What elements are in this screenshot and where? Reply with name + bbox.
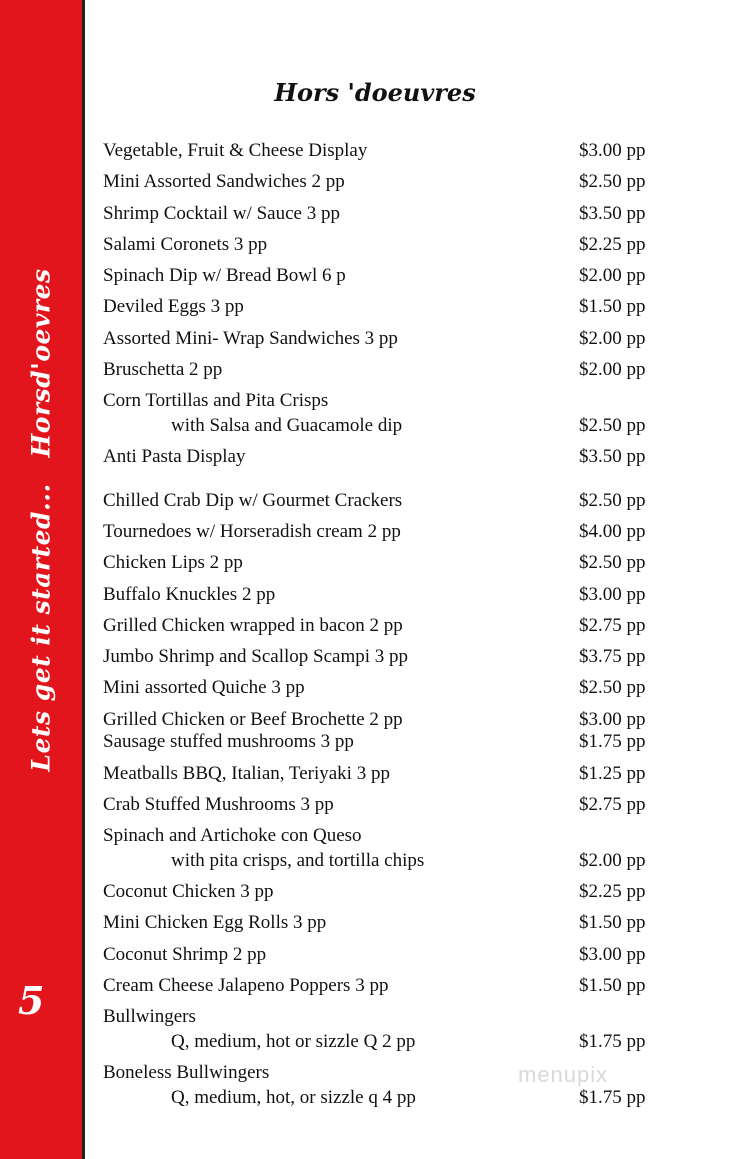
item-price: $1.50 pp bbox=[579, 912, 646, 934]
red-sidebar bbox=[0, 0, 82, 1159]
item-price: $3.00 pp bbox=[579, 583, 646, 605]
menu-item bbox=[103, 168, 663, 199]
item-name: Deviled Eggs 3 pp bbox=[103, 296, 244, 318]
item-name: Assorted Mini- Wrap Sandwiches 3 pp bbox=[103, 327, 398, 349]
menu-item bbox=[103, 325, 663, 356]
item-price: $3.00 pp bbox=[579, 708, 646, 730]
item-name: Spinach Dip w/ Bread Bowl 6 p bbox=[103, 265, 346, 287]
sidebar-caption-right: Horsd'oevres bbox=[26, 268, 56, 458]
item-price: $2.00 pp bbox=[579, 327, 646, 349]
menu-item bbox=[103, 137, 663, 168]
item-subline: Q, medium, hot, or sizzle q 4 pp bbox=[171, 1087, 416, 1109]
item-price: $3.00 pp bbox=[579, 943, 646, 965]
item-price: $2.75 pp bbox=[579, 614, 646, 636]
item-name: Cream Cheese Jalapeno Poppers 3 pp bbox=[103, 975, 389, 997]
item-price: $2.50 pp bbox=[579, 171, 646, 193]
item-name: Bruschetta 2 pp bbox=[103, 359, 223, 381]
item-price: $3.75 pp bbox=[579, 646, 646, 668]
item-name: Grilled Chicken or Beef Brochette 2 pp bbox=[103, 708, 403, 730]
item-price: $1.75 pp bbox=[579, 1087, 646, 1109]
menu-item bbox=[103, 972, 663, 1003]
page-title: Hors 'doeuvres bbox=[274, 78, 476, 107]
menu-item bbox=[103, 791, 663, 822]
menu-item bbox=[103, 356, 663, 387]
item-name: Salami Coronets 3 pp bbox=[103, 233, 268, 255]
item-name: Chicken Lips 2 pp bbox=[103, 552, 243, 574]
item-price: $1.25 pp bbox=[579, 762, 646, 784]
menu-item bbox=[103, 387, 663, 443]
item-name: Mini assorted Quiche 3 pp bbox=[103, 677, 305, 699]
item-price: $2.00 pp bbox=[579, 265, 646, 287]
item-name: Mini Assorted Sandwiches 2 pp bbox=[103, 171, 345, 193]
menu-item bbox=[103, 706, 663, 729]
item-price: $4.00 pp bbox=[579, 520, 646, 542]
item-price: $1.75 pp bbox=[579, 731, 646, 753]
item-price: $2.50 pp bbox=[579, 489, 646, 511]
menu-item bbox=[103, 443, 663, 474]
menu-item bbox=[103, 612, 663, 643]
item-price: $3.50 pp bbox=[579, 446, 646, 468]
item-name: Coconut Shrimp 2 pp bbox=[103, 943, 267, 965]
menu-item bbox=[103, 549, 663, 580]
menu-item bbox=[103, 728, 663, 759]
menu-item bbox=[103, 909, 663, 940]
item-price: $1.50 pp bbox=[579, 296, 646, 318]
menu-item bbox=[103, 822, 663, 878]
menu-item bbox=[103, 200, 663, 231]
item-name: Shrimp Cocktail w/ Sauce 3 pp bbox=[103, 202, 340, 224]
item-subline: with pita crisps, and tortilla chips bbox=[171, 850, 425, 872]
item-name: Coconut Chicken 3 pp bbox=[103, 881, 274, 903]
item-price: $2.25 pp bbox=[579, 881, 646, 903]
menu-item bbox=[103, 518, 663, 549]
item-name: Sausage stuffed mushrooms 3 pp bbox=[103, 731, 354, 753]
item-price: $2.50 pp bbox=[579, 415, 646, 437]
menu-item bbox=[103, 262, 663, 293]
menu-item bbox=[103, 581, 663, 612]
watermark-text: menupix bbox=[518, 1062, 609, 1087]
sidebar-caption-left: Lets get it started... bbox=[26, 483, 56, 772]
menu-item bbox=[103, 231, 663, 262]
item-name: Meatballs BBQ, Italian, Teriyaki 3 pp bbox=[103, 762, 390, 784]
item-price: $2.75 pp bbox=[579, 793, 646, 815]
item-name: Grilled Chicken wrapped in bacon 2 pp bbox=[103, 614, 403, 636]
item-name: Spinach and Artichoke con Queso bbox=[103, 825, 362, 847]
item-name: Mini Chicken Egg Rolls 3 pp bbox=[103, 912, 327, 934]
item-price: $2.50 pp bbox=[579, 677, 646, 699]
menu-item bbox=[103, 760, 663, 791]
item-subline: Q, medium, hot or sizzle Q 2 pp bbox=[171, 1031, 416, 1053]
item-name: Jumbo Shrimp and Scallop Scampi 3 pp bbox=[103, 646, 409, 668]
item-name: Tournedoes w/ Horseradish cream 2 pp bbox=[103, 520, 401, 542]
item-price: $2.50 pp bbox=[579, 552, 646, 574]
item-price: $2.00 pp bbox=[579, 359, 646, 381]
item-name: Boneless Bullwingers bbox=[103, 1062, 270, 1084]
item-price: $1.75 pp bbox=[579, 1031, 646, 1053]
item-price: $1.50 pp bbox=[579, 975, 646, 997]
item-price: $2.25 pp bbox=[579, 233, 646, 255]
item-name: Corn Tortillas and Pita Crisps bbox=[103, 390, 329, 412]
item-name: Buffalo Knuckles 2 pp bbox=[103, 583, 276, 605]
page-number: 5 bbox=[18, 978, 45, 1023]
menu-item bbox=[103, 941, 663, 972]
menu-item bbox=[103, 1003, 663, 1059]
sidebar-edge-line bbox=[82, 0, 85, 1159]
menu-item bbox=[103, 487, 663, 518]
menu-item bbox=[103, 674, 663, 705]
item-subline: with Salsa and Guacamole dip bbox=[171, 415, 403, 437]
menu-list bbox=[103, 137, 663, 1115]
menu-item bbox=[103, 293, 663, 324]
item-name: Anti Pasta Display bbox=[103, 446, 246, 468]
item-price: $3.50 pp bbox=[579, 202, 646, 224]
item-name: Crab Stuffed Mushrooms 3 pp bbox=[103, 793, 334, 815]
item-price: $2.00 pp bbox=[579, 850, 646, 872]
item-name: Chilled Crab Dip w/ Gourmet Crackers bbox=[103, 489, 403, 511]
item-name: Bullwingers bbox=[103, 1006, 196, 1028]
item-name: Vegetable, Fruit & Cheese Display bbox=[103, 140, 368, 161]
item-price: $3.00 pp bbox=[579, 140, 646, 161]
sidebar-caption bbox=[27, 268, 56, 771]
menu-item bbox=[103, 878, 663, 909]
menu-item bbox=[103, 643, 663, 674]
